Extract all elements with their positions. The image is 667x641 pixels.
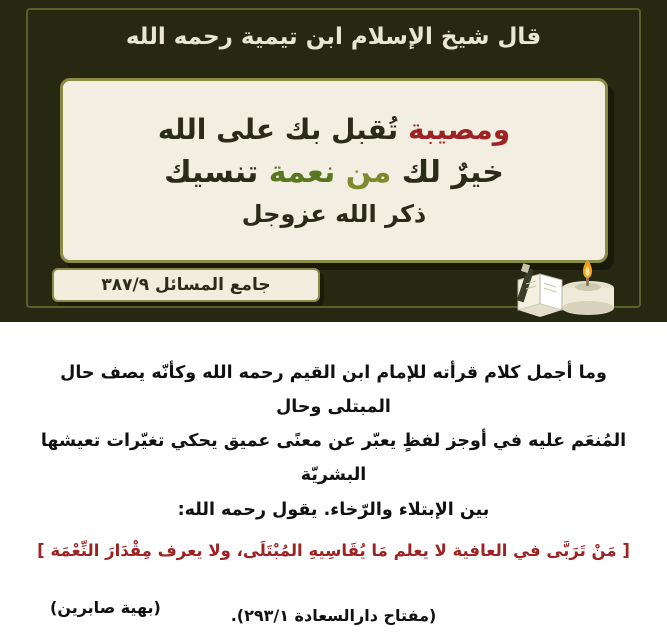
body-line-2: المُنعَم عليه في أوجز لفظٍ يعبّر عن معنًى عميق يحكي تغيّرات تعيشها البشريّة — [40, 431, 627, 486]
article-body — [0, 322, 667, 641]
quote-line2-seg1: خيرٌ لك — [401, 155, 504, 191]
inner-quote: [ مَنْ تَرَبَّى في العافية لا يعلم مَا يُقَاسِيهِ المُبْتَلَى، ولا يعرف مِقْدَارَ النِّعْمَة ] — [37, 540, 630, 560]
poster-quote-line-1 — [158, 110, 510, 150]
open-book-and-candle-icon — [422, 250, 637, 322]
quote-source: (مفتاح دارالسعادة ٢٩٣/١). — [230, 605, 437, 625]
quote-line1-seg1: و — [492, 113, 511, 147]
body-paragraph — [32, 356, 635, 527]
poster-quote-card — [60, 78, 608, 263]
poster-quote-line-2 — [164, 152, 504, 195]
body-line-1: وما أجمل كلام قرأته للإمام ابن القيم رحمه الله وكأنّه يصف حال المبتلى وحال — [60, 363, 607, 418]
poster-quote-line-3: ذكر الله عزوجل — [241, 199, 427, 228]
body-line-3: بين الإبتلاء والرّخاء. يقول رحمه الله: — [177, 499, 490, 520]
poster-heading: قال شيخ الإسلام ابن تيمية رحمه الله — [125, 24, 542, 50]
poster-source-ribbon: جامع المسائل ٣٨٧/٩ — [52, 268, 320, 302]
author-signature: (بهية صابرين) — [50, 597, 161, 617]
quote-line2-seg2: من — [345, 155, 392, 191]
quote-line1-seg3: تُقبل بك على الله — [157, 113, 399, 147]
quote-line2-seg3: نعمة — [268, 155, 336, 191]
quote-line2-seg4: تنسيك — [164, 155, 259, 191]
quote-line1-seg2: مصيبة — [407, 113, 493, 147]
